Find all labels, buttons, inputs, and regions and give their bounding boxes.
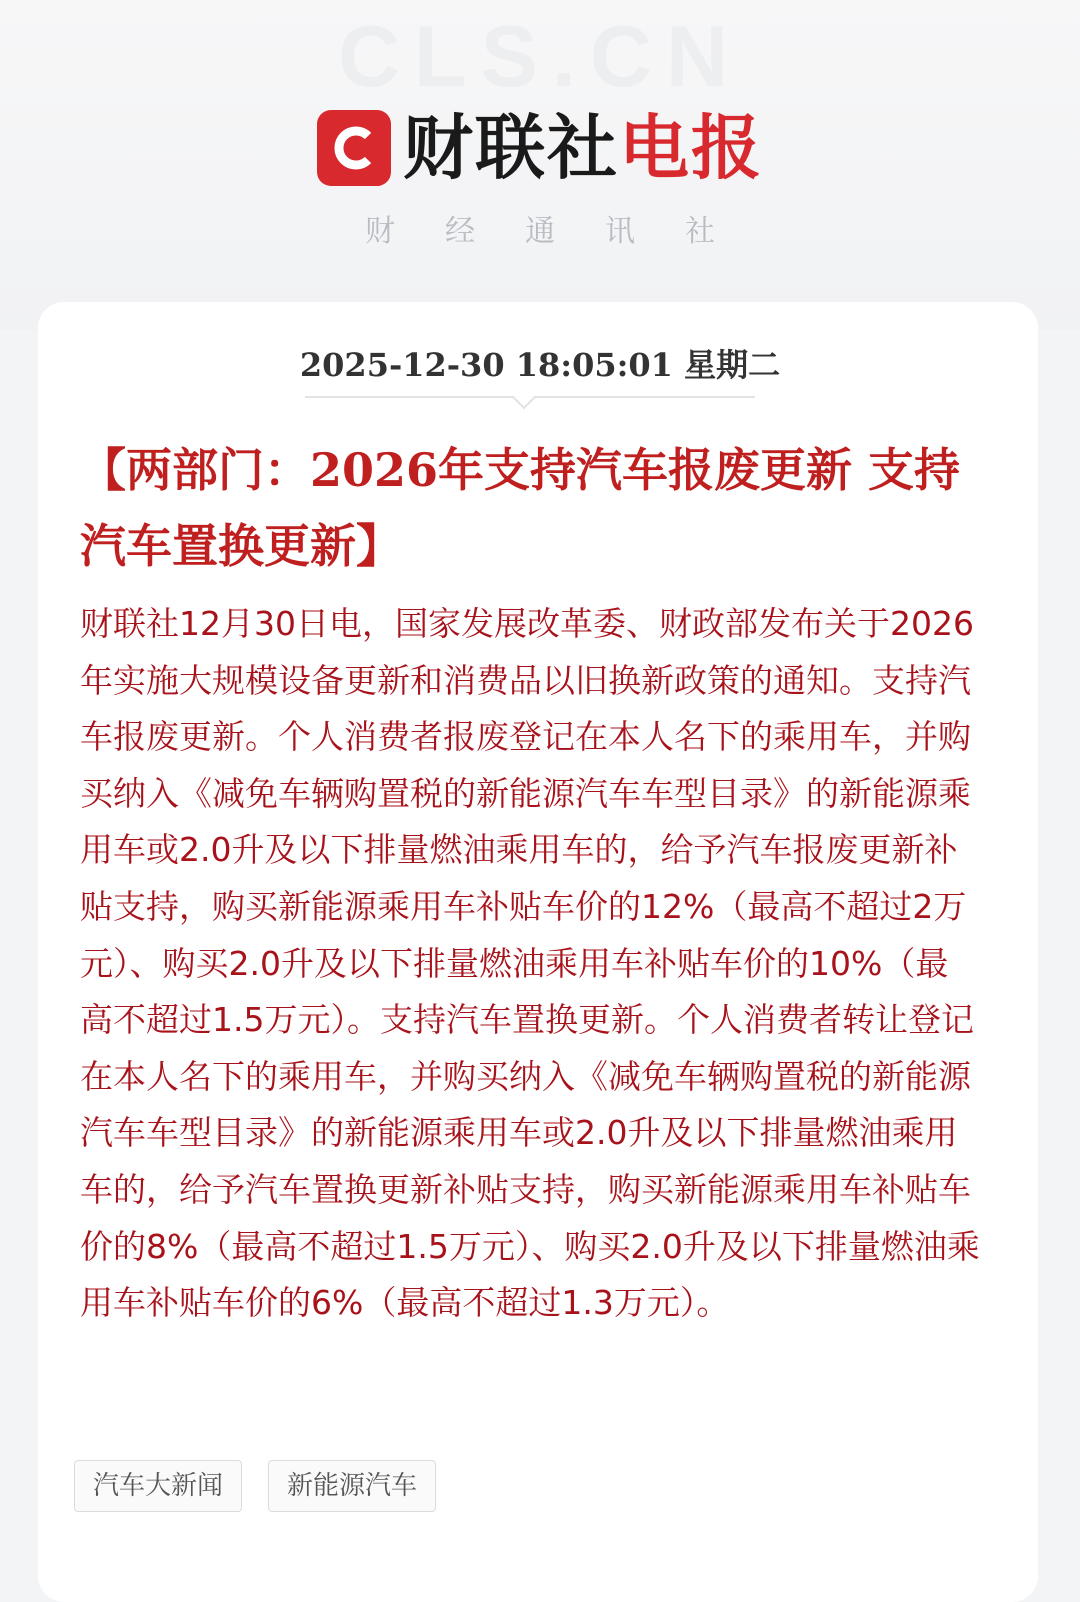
tag-new-energy-vehicles[interactable]: 新能源汽车: [268, 1460, 436, 1512]
cls-watermark: CLS.CN: [337, 9, 743, 105]
tag-list: [74, 1460, 462, 1512]
brand-name-red: 电报: [619, 107, 763, 189]
brand-name-black: 财联社: [403, 107, 619, 189]
cls-logo-icon: [317, 110, 391, 186]
brand-slogan: 财经通讯社: [365, 214, 765, 249]
article-headline: 【两部门：2026年支持汽车报废更新 支持汽车置换更新】: [80, 443, 961, 573]
article-body: 财联社12月30日电，国家发展改革委、财政部发布关于2026年实施大规模设备更新和消费品以旧换新政策的通知。支持汽车报废更新。个人消费者报废登记在本人名下的乘用车，并购买纳入《减免车辆购置税的新能源汽车车型目录》的新能源乘用车或2.0升及以下排量燃油乘用车的，给予汽车报废更新补贴支持，购买新能源乘用车补贴车价的12%（最高不超过2万元）、购买2.0升及以下排量燃油乘用车补贴车价的10%（最高不超过1.5万元）。支持汽车置换更新。个人消费者转让登记在本人名下的乘用车，并购买纳入《减免车辆购置税的新能源汽车车型目录》的新能源乘用车或2.0升及以下排量燃油乘用车的，给予汽车置换更新补贴支持，购买新能源乘用车补贴车价的8%（最高不超过1.5万元）、购买2.0升及以下排量燃油乘用车补贴车价的6%（最高不超过1.3万元）。: [80, 604, 980, 1323]
brand-logo: [0, 108, 1080, 188]
brand-name: [403, 108, 763, 188]
tag-auto-news[interactable]: 汽车大新闻: [74, 1460, 242, 1512]
article-datetime: 2025-12-30 18:05:01 星期二: [299, 346, 781, 384]
